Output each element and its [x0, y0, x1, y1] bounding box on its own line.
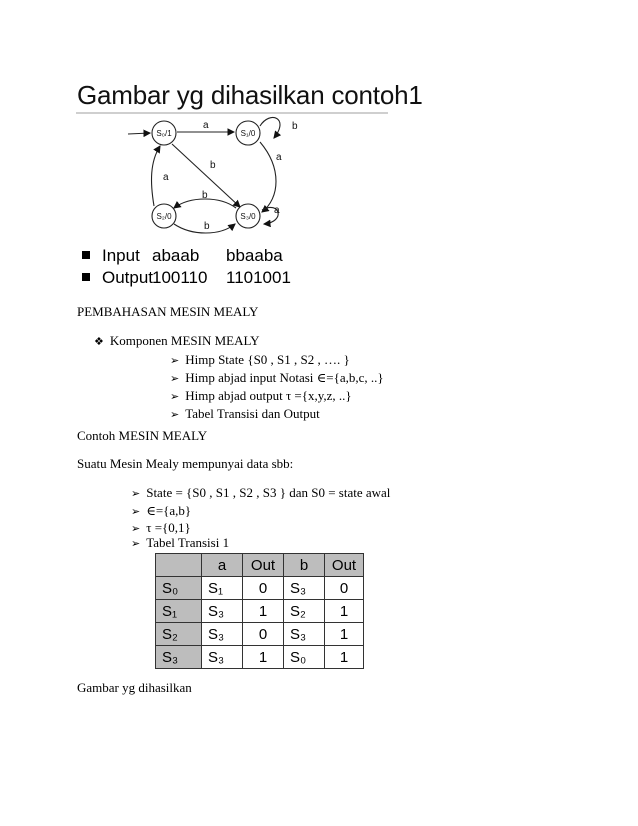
table-cell: 1: [243, 600, 284, 623]
input-row: [82, 246, 283, 266]
komponen-item: ➢ Himp abjad input Notasi ∈={a,b,c, ..}: [170, 370, 384, 385]
table-cell: S₃: [202, 646, 243, 669]
footer-caption: Gambar yg dihasilkan: [77, 680, 192, 695]
table-header-cell: a: [202, 554, 243, 577]
edge-label-s3-self: a: [274, 205, 280, 216]
arrow-bullet-icon: ➢: [131, 522, 141, 535]
table-cell: S₀: [284, 646, 325, 669]
input-a: abaab: [152, 246, 200, 265]
arrow-bullet-icon: ➢: [170, 372, 180, 385]
edge-label-s1-s3: a: [276, 152, 282, 163]
edge-label-diag: b: [210, 160, 216, 171]
table-header-cell: Out: [243, 554, 284, 577]
arrow-bullet-icon: ➢: [170, 354, 180, 367]
contoh-intro: Suatu Mesin Mealy mempunyai data sbb:: [77, 456, 294, 471]
edge-label-s1-self: b: [292, 121, 298, 132]
table-cell: S₃: [202, 600, 243, 623]
table-cell: S₃: [202, 623, 243, 646]
edge-label-s0-s1: a: [203, 120, 209, 131]
output-row: [82, 268, 291, 288]
table-cell: 1: [243, 646, 284, 669]
komponen-item: ➢ Himp abjad output τ ={x,y,z, ..}: [170, 388, 352, 403]
output-label: Output: [102, 268, 154, 287]
komponen-item: ➢ Tabel Transisi dan Output: [170, 406, 320, 421]
contoh-item: ➢ τ ={0,1}: [131, 520, 191, 535]
table-row: [156, 600, 364, 623]
bullet-square: [82, 273, 90, 281]
table-cell: S₁: [202, 577, 243, 600]
contoh-item: ➢ Tabel Transisi 1: [131, 535, 230, 550]
arrow-bullet-icon: ➢: [131, 505, 141, 518]
contoh-title: Contoh MESIN MEALY: [77, 428, 208, 443]
table-cell-state: S₃: [156, 646, 202, 669]
state-label-s2: S₂/0: [156, 212, 172, 221]
table-cell: S₃: [284, 577, 325, 600]
edge-label-s2-s3: b: [204, 221, 210, 232]
table-cell: 0: [243, 623, 284, 646]
edge-label-s2-s0: a: [163, 172, 169, 183]
diamond-bullet-icon: ❖: [94, 335, 104, 348]
input-label: Input: [102, 246, 140, 265]
state-diagram: [110, 112, 310, 242]
table-row: [156, 646, 364, 669]
komponen-item: ➢ Himp State {S0 , S1 , S2 , …. }: [170, 352, 350, 367]
table-header-row: [156, 554, 364, 577]
table-header-cell: [156, 554, 202, 577]
arrow-bullet-icon: ➢: [131, 487, 141, 500]
section-title: PEMBAHASAN MESIN MEALY: [77, 304, 259, 319]
table-cell: S₃: [284, 623, 325, 646]
arrow-bullet-icon: ➢: [170, 408, 180, 421]
table-cell: 0: [325, 577, 364, 600]
contoh-item: ➢ ∈={a,b}: [131, 503, 192, 518]
edge-s1-self: [260, 117, 280, 138]
contoh-item: ➢ State = {S0 , S1 , S2 , S3 } dan S0 = state awal: [131, 485, 391, 500]
input-b: bbaaba: [226, 246, 283, 265]
table-cell-state: S₁: [156, 600, 202, 623]
arrow-bullet-icon: ➢: [131, 537, 141, 550]
komponen-heading: [94, 333, 260, 349]
output-a: 100110: [152, 268, 208, 287]
transition-table: [155, 553, 364, 669]
table-header-cell: b: [284, 554, 325, 577]
state-label-s1: S₁/0: [240, 129, 256, 138]
table-header-cell: Out: [325, 554, 364, 577]
state-label-s3: S₃/0: [240, 212, 256, 221]
komponen-title: Komponen MESIN MEALY: [109, 333, 260, 348]
edge-s2-s0: [152, 146, 160, 206]
table-cell: 1: [325, 623, 364, 646]
table-cell-state: S₀: [156, 577, 202, 600]
bullet-square: [82, 251, 90, 259]
table-row: [156, 623, 364, 646]
figure-title: Gambar yg dihasilkan contoh1: [77, 80, 423, 110]
edge-label-s3-s2: b: [202, 190, 208, 201]
arrow-bullet-icon: ➢: [170, 390, 180, 403]
table-cell: 1: [325, 646, 364, 669]
edge-s1-s3: [260, 142, 276, 212]
state-label-s0: S₀/1: [156, 129, 172, 138]
table-cell: 0: [243, 577, 284, 600]
table-cell-state: S₂: [156, 623, 202, 646]
table-cell: 1: [325, 600, 364, 623]
table-row: [156, 577, 364, 600]
output-b: 1101001: [226, 268, 291, 287]
start-arrow: [128, 133, 150, 134]
table-cell: S₂: [284, 600, 325, 623]
